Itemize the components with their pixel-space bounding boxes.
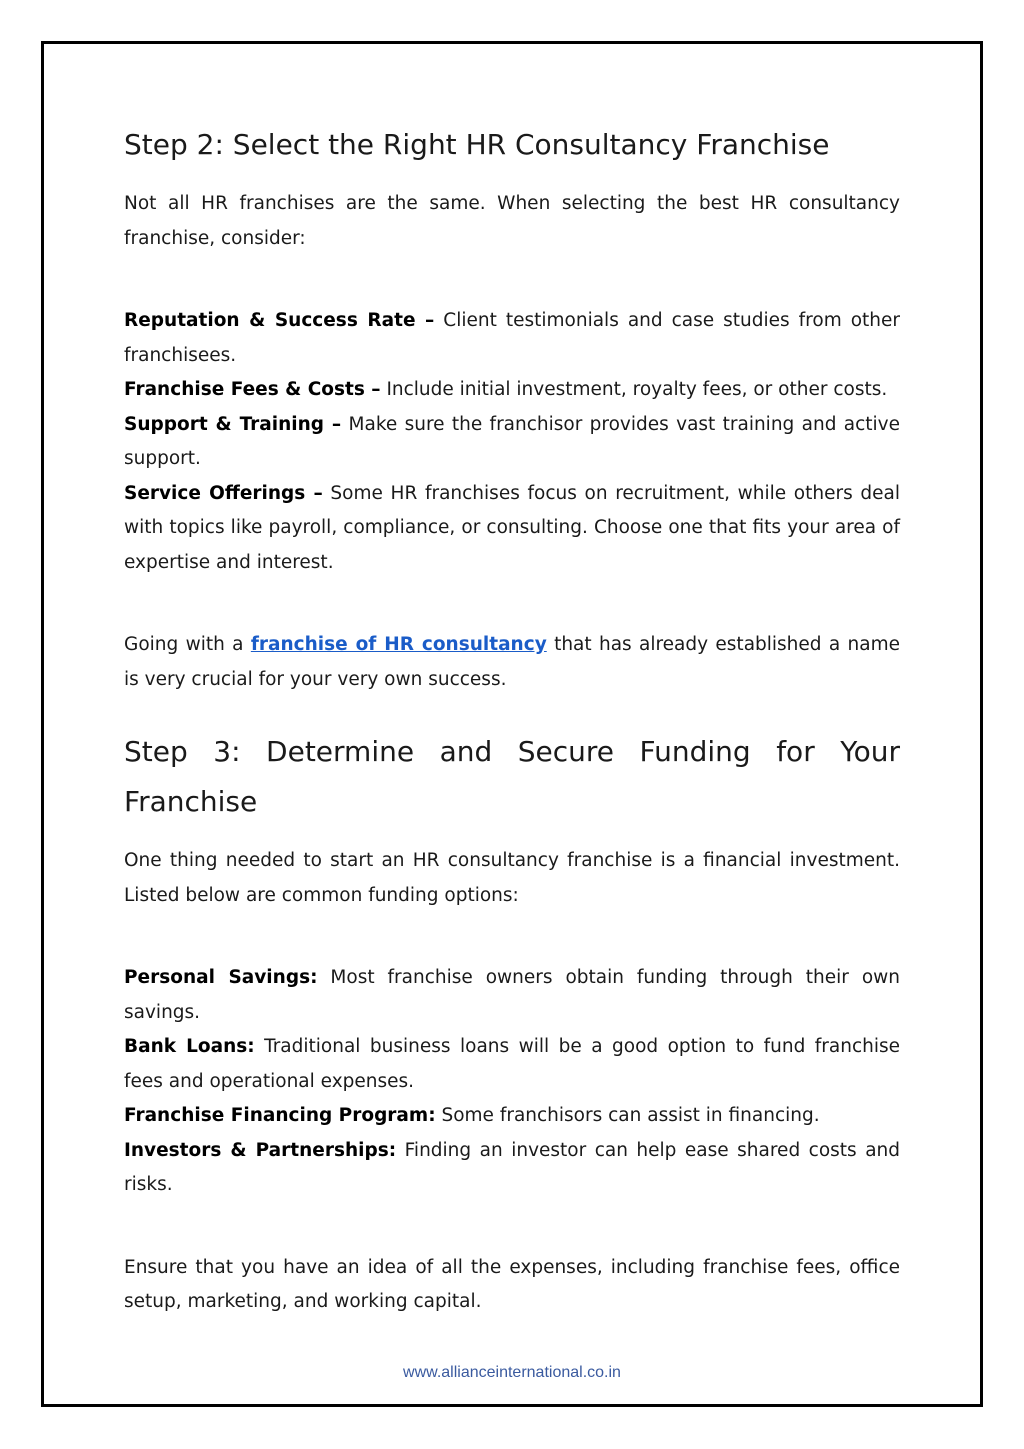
document-body	[124, 120, 900, 1320]
step3-item-loans	[124, 1030, 900, 1099]
franchise-link[interactable]: franchise of HR consultancy	[250, 634, 547, 655]
step2-item-services	[124, 477, 900, 581]
item-text: Some HR franchises focus on recruitment, while others deal with topics like payroll, compliance, or consulting. Choose one that fits your area of expertise and interest.	[124, 482, 900, 573]
item-label: Personal Savings:	[124, 967, 318, 988]
item-text: Include initial investment, royalty fees, or other costs.	[380, 379, 888, 400]
item-text: Client testimonials and case studies from other franchisees.	[124, 310, 900, 366]
item-label: Franchise Fees & Costs –	[124, 379, 381, 400]
step2-heading: Step 2: Select the Right HR Consultancy Franchise	[124, 128, 830, 161]
step2-item-support	[124, 408, 900, 477]
step3-item-savings	[124, 961, 900, 1030]
item-label: Franchise Financing Program:	[124, 1105, 436, 1126]
item-label: Reputation & Success Rate –	[124, 310, 435, 331]
step3-item-investors	[124, 1134, 900, 1203]
item-text: Some franchisors can assist in financing.	[435, 1105, 820, 1126]
footer-url: www.allianceinternational.co.in	[403, 1364, 621, 1381]
step3-closing: Ensure that you have an idea of all the expenses, including franchise fees, office setup, marketing, and working capital.	[124, 1256, 900, 1312]
item-text: Traditional business loans will be a good option to fund franchise fees and operational expenses.	[124, 1036, 901, 1092]
step2-item-fees	[124, 373, 900, 408]
step2-closing: Going with a franchise of HR consultancy that has already established a name is very crucial for your very own success.	[124, 634, 900, 690]
item-label: Service Offerings –	[124, 482, 323, 504]
step2-item-reputation	[124, 304, 900, 373]
step2-intro: Not all HR franchises are the same. When selecting the best HR consultancy franchise, consider:	[124, 193, 900, 249]
item-text: Make sure the franchisor provides vast training and active support.	[124, 413, 900, 469]
item-label: Investors & Partnerships:	[124, 1139, 397, 1161]
step3-heading: Step 3: Determine and Secure Funding for Your Franchise	[124, 735, 900, 818]
step3-item-financing	[124, 1099, 900, 1134]
item-text: Finding an investor can help ease shared costs and risks.	[124, 1139, 900, 1195]
item-text: Most franchise owners obtain funding through their own savings.	[124, 967, 901, 1023]
item-label: Bank Loans:	[124, 1036, 255, 1057]
step3-intro: One thing needed to start an HR consultancy franchise is a financial investment. Listed below are common funding options:	[124, 850, 900, 906]
item-label: Support & Training –	[124, 413, 342, 435]
